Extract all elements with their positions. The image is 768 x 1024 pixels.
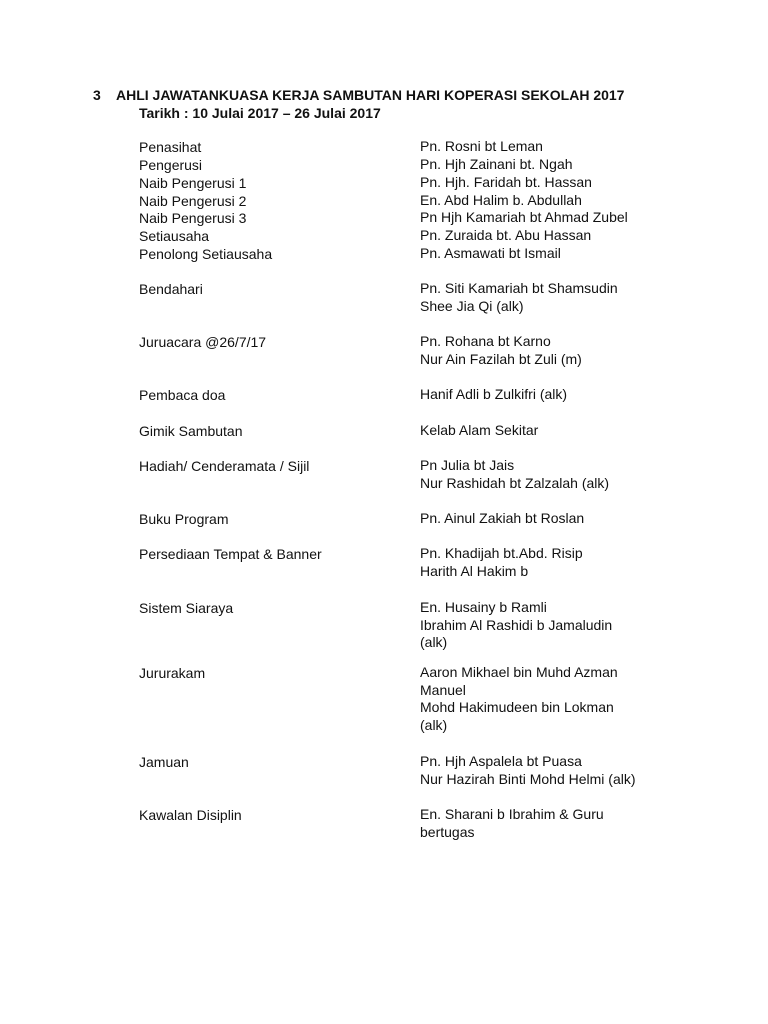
member-names: Pn. Khadijah bt.Abd. Risip Harith Al Hakim b [420,545,583,579]
member-names: Pn. Hjh Zainani bt. Ngah [420,156,573,172]
date-range: Tarikh : 10 Julai 2017 – 26 Julai 2017 [139,105,381,121]
role-label: Pengerusi [139,157,203,173]
member-names: En. Husainy b Ramli Ibrahim Al Rashidi b Jamaludin (alk) [420,599,613,651]
member-names: En. Sharani b Ibrahim & Guru bertugas [420,806,604,840]
member-names: Pn. Ainul Zakiah bt Roslan [420,510,585,526]
role-label: Kawalan Disiplin [139,807,242,823]
role-label: Gimik Sambutan [139,423,243,439]
role-label: Naib Pengerusi 2 [139,193,247,209]
role-label: Jamuan [139,754,189,770]
section-number: 3 [93,87,101,103]
member-names: Pn. Rosni bt Leman [420,138,543,154]
role-label: Sistem Siaraya [139,600,234,616]
member-names: Pn. Hjh Aspalela bt Puasa Nur Hazirah Binti Mohd Helmi (alk) [420,753,636,787]
role-label: Juruacara @26/7/17 [139,334,267,350]
role-label: Naib Pengerusi 1 [139,175,247,191]
member-names: Pn. Zuraida bt. Abu Hassan [420,227,592,243]
role-label: Persediaan Tempat & Banner [139,546,322,562]
role-label: Penasihat [139,139,202,155]
role-label: Bendahari [139,281,203,297]
role-label: Hadiah/ Cenderamata / Sijil [139,458,310,474]
role-label: Setiausaha [139,228,210,244]
role-label: Penolong Setiausaha [139,246,273,262]
member-names: Pn. Hjh. Faridah bt. Hassan [420,174,592,190]
role-label: Jururakam [139,665,206,681]
member-names: Hanif Adli b Zulkifri (alk) [420,386,568,402]
role-label: Naib Pengerusi 3 [139,210,247,226]
member-names: Pn. Asmawati bt Ismail [420,245,561,261]
member-names: Kelab Alam Sekitar [420,422,539,438]
member-names: Pn Hjh Kamariah bt Ahmad Zubel [420,209,628,225]
member-names: Pn. Siti Kamariah bt Shamsudin Shee Jia Qi (alk) [420,280,618,314]
section-title: AHLI JAWATANKUASA KERJA SAMBUTAN HARI KOPERASI SEKOLAH 2017 [116,87,625,103]
member-names: Aaron Mikhael bin Muhd Azman Manuel Mohd Hakimudeen bin Lokman (alk) [420,664,618,733]
role-label: Pembaca doa [139,387,226,403]
member-names: Pn. Rohana bt Karno Nur Ain Fazilah bt Zuli (m) [420,333,582,367]
member-names: Pn Julia bt Jais Nur Rashidah bt Zalzalah (alk) [420,457,610,491]
role-label: Buku Program [139,511,229,527]
member-names: En. Abd Halim b. Abdullah [420,192,582,208]
